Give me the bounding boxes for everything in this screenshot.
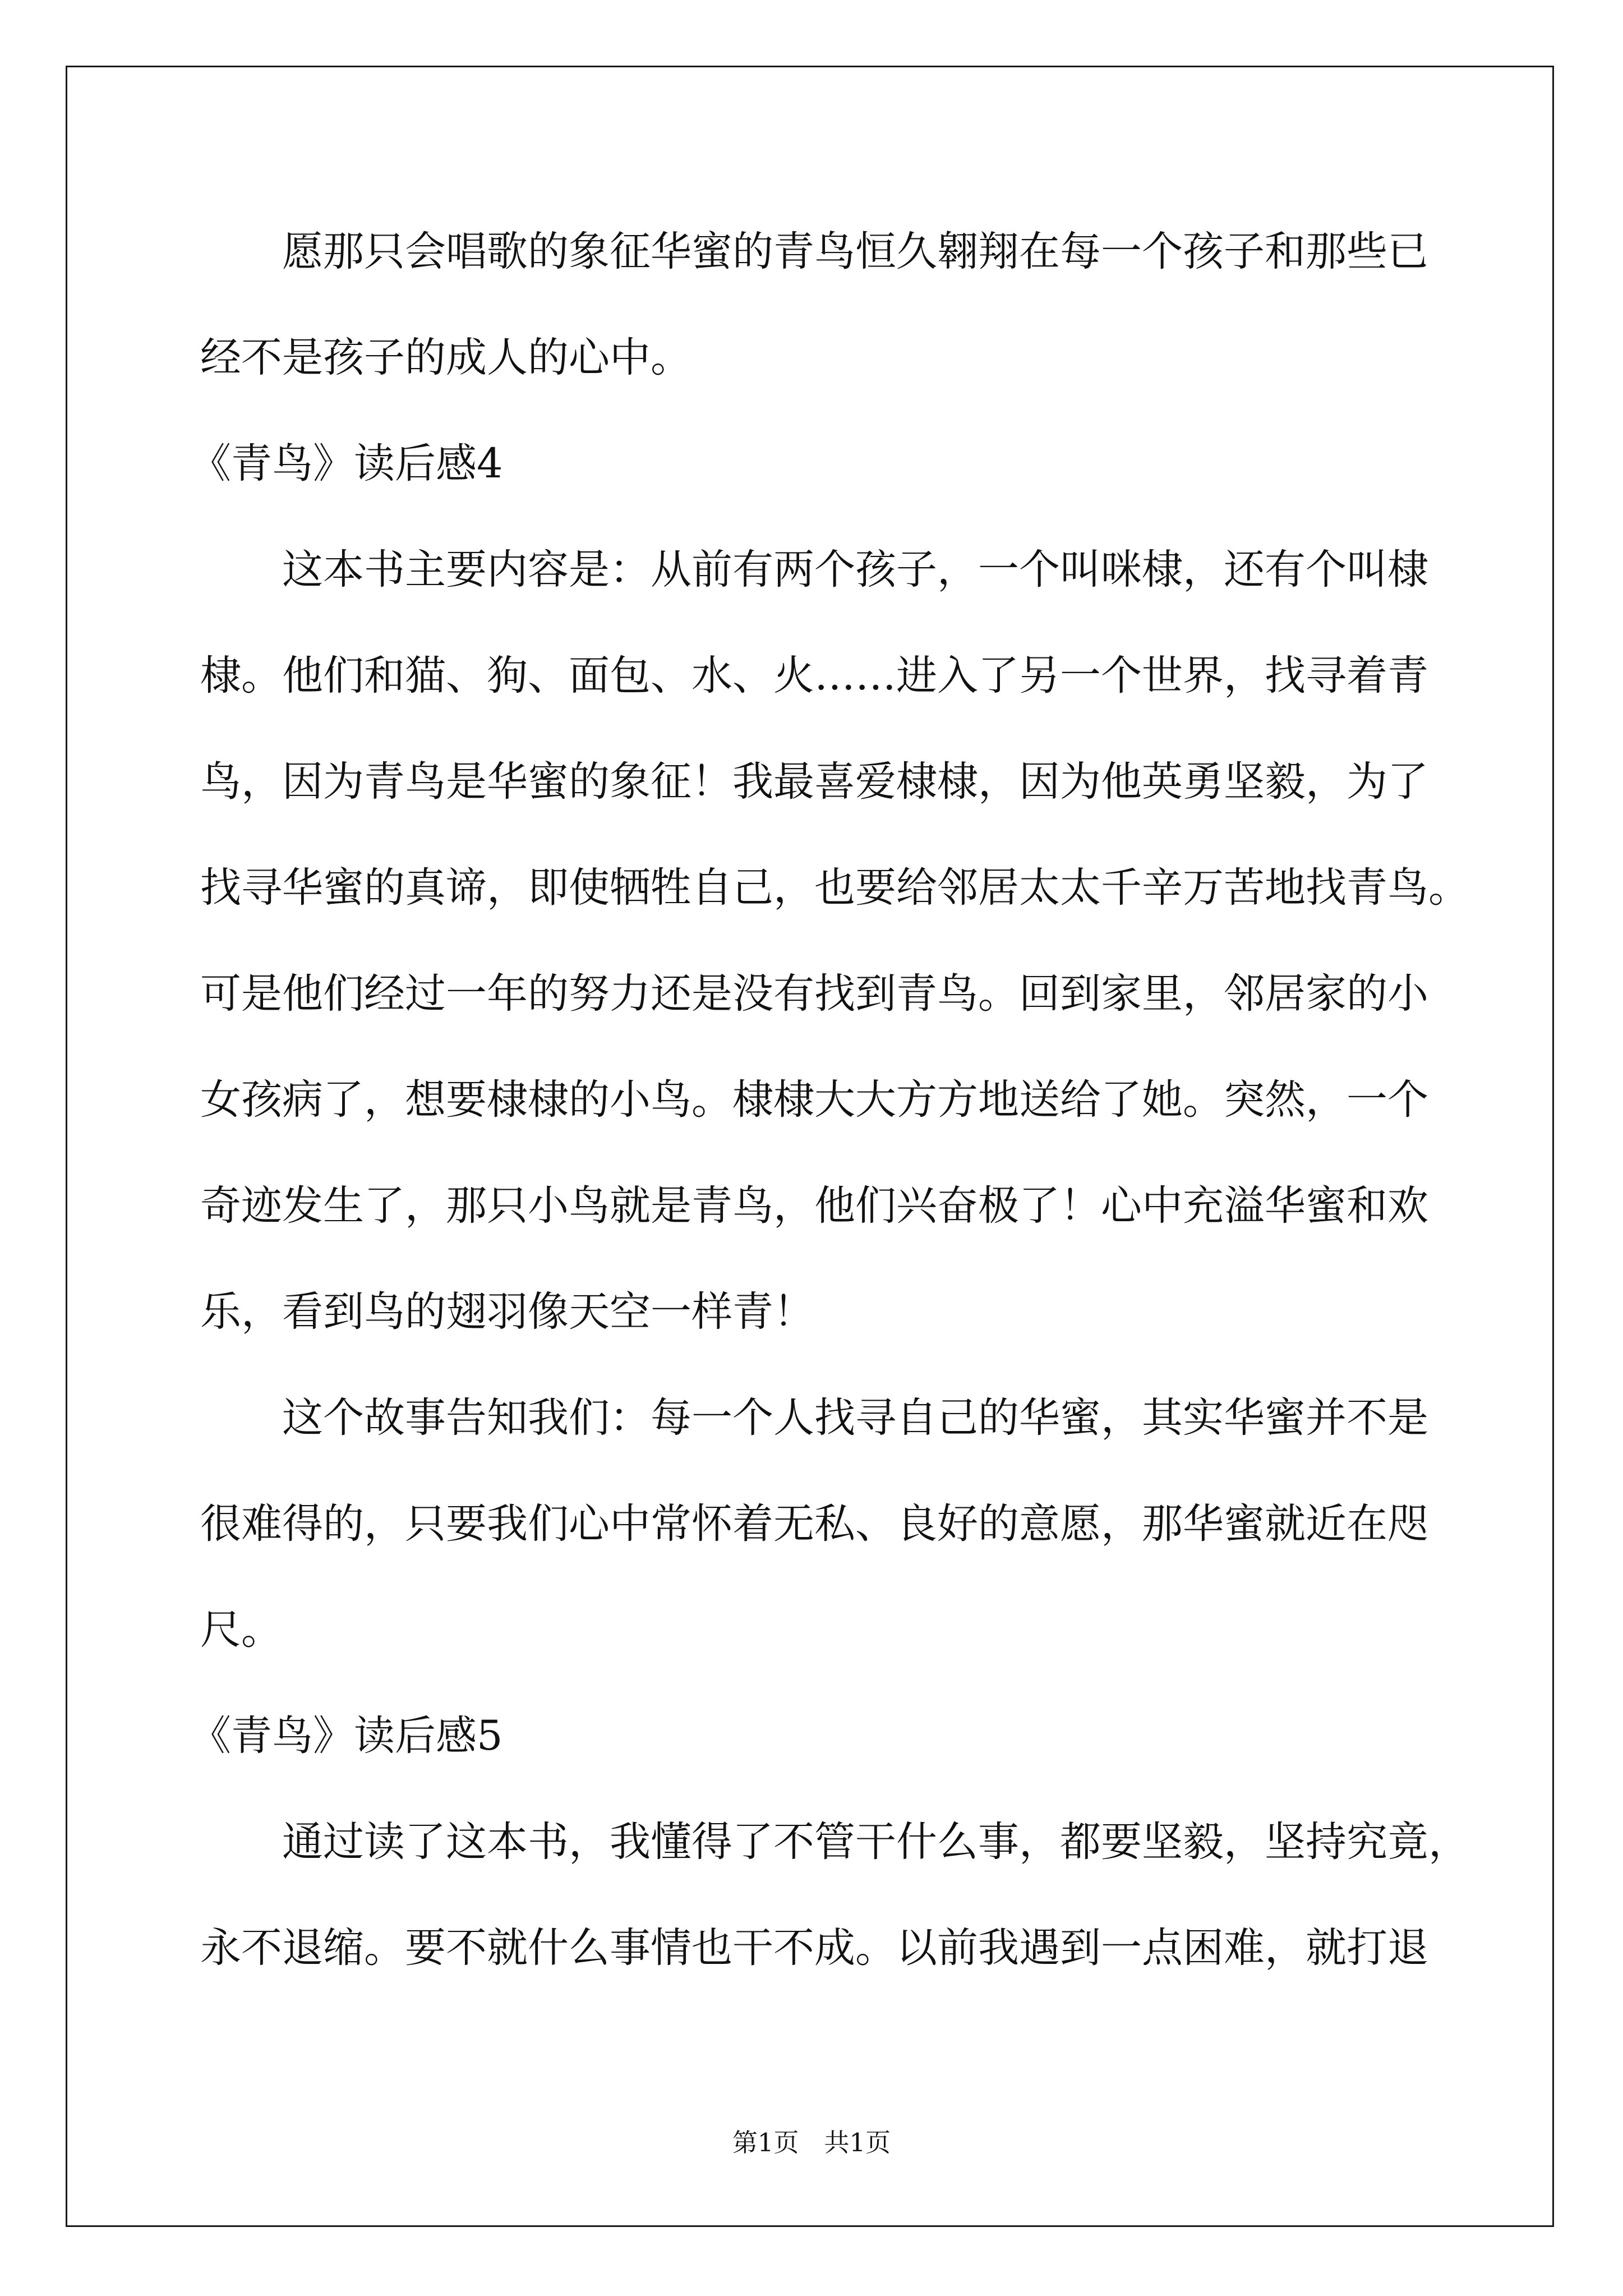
paragraph-line: 女孩病了，想要棣棣的小鸟。棣棣大大方方地送给了她。突然，一个	[200, 1076, 1428, 1124]
paragraph-line: 永不退缩。要不就什么事情也干不成。以前我遇到一点困难，就打退	[200, 1924, 1428, 1972]
paragraph-line: 找寻华蜜的真谛，即使牺牲自己，也要给邻居太太千辛万苦地找青鸟。	[200, 864, 1469, 912]
paragraph-line: 尺。	[200, 1606, 282, 1654]
paragraph-line: 鸟，因为青鸟是华蜜的象征！我最喜爱棣棣，因为他英勇坚毅，为了	[200, 758, 1428, 806]
section-heading-5: 《青鸟》读后感5	[190, 1712, 503, 1760]
paragraph-line: 经不是孩子的成人的心中。	[200, 334, 691, 381]
paragraph-line: 很难得的，只要我们心中常怀着无私、良好的意愿，那华蜜就近在咫	[200, 1500, 1428, 1548]
page-footer: 第1页 共1页	[732, 2128, 891, 2157]
body-text	[190, 199, 1535, 2001]
section-heading-4: 《青鸟》读后感4	[190, 440, 503, 487]
paragraph-line: 可是他们经过一年的努力还是没有找到青鸟。回到家里，邻居家的小	[200, 970, 1428, 1018]
paragraph-line: 这个故事告知我们：每一个人找寻自己的华蜜，其实华蜜并不是	[282, 1394, 1428, 1442]
paragraph-line: 愿那只会唱歌的象征华蜜的青鸟恒久翱翔在每一个孩子和那些已	[282, 228, 1428, 275]
paragraph-line: 棣。他们和猫、狗、面包、水、火……进入了另一个世界，找寻着青	[200, 652, 1428, 700]
paragraph-line: 通过读了这本书，我懂得了不管干什么事，都要坚毅，坚持究竟，	[282, 1818, 1469, 1866]
paragraph-line: 这本书主要内容是：从前有两个孩子，一个叫咪棣，还有个叫棣	[282, 546, 1428, 593]
paragraph-line: 奇迹发生了，那只小鸟就是青鸟，他们兴奋极了！心中充溢华蜜和欢	[200, 1182, 1428, 1230]
paragraph-line: 乐，看到鸟的翅羽像天空一样青！	[200, 1288, 814, 1336]
